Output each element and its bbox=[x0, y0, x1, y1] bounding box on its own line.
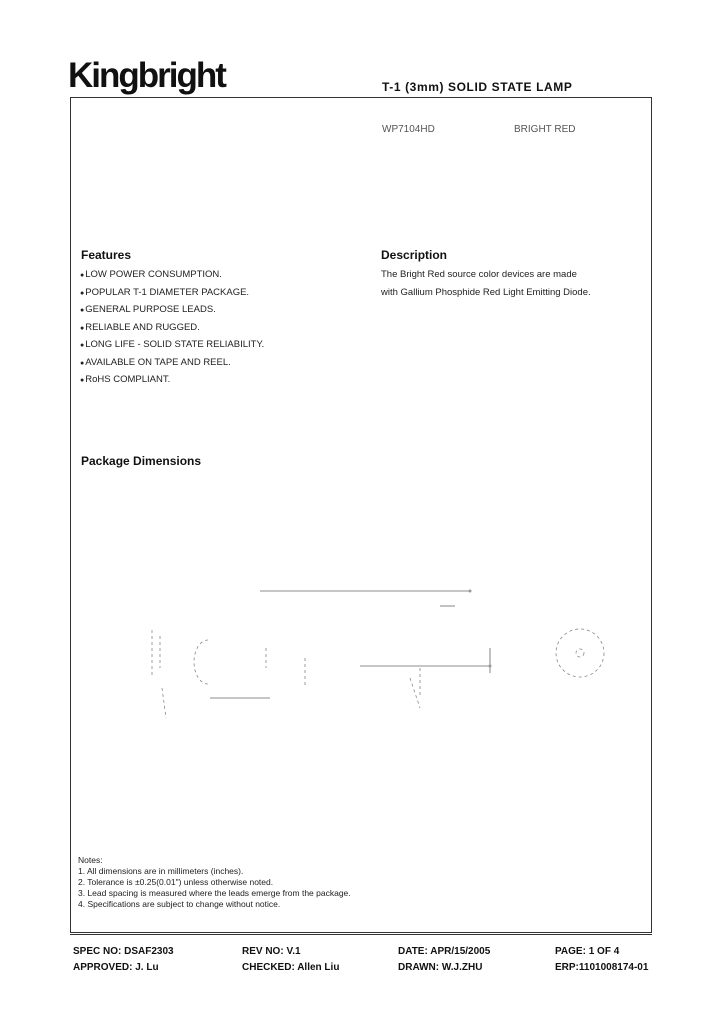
package-dimension-drawing bbox=[140, 568, 620, 738]
bullet-icon: ● bbox=[80, 307, 85, 314]
notes-block bbox=[78, 855, 351, 910]
approved-by: APPROVED: J. Lu bbox=[73, 962, 159, 973]
notes-title: Notes: bbox=[78, 855, 103, 865]
features-list bbox=[80, 266, 264, 389]
description-line: The Bright Red source color devices are made bbox=[381, 269, 577, 280]
erp-number: ERP:1101008174-01 bbox=[555, 962, 649, 973]
note-item: 2. Tolerance is ±0.25(0.01") unless otherwise noted. bbox=[78, 877, 274, 887]
feature-item: ●AVAILABLE ON TAPE AND REEL. bbox=[80, 356, 231, 368]
note-item: 4. Specifications are subject to change without notice. bbox=[78, 899, 281, 909]
feature-item: ●GENERAL PURPOSE LEADS. bbox=[80, 304, 216, 315]
feature-item: ●RoHS COMPLIANT. bbox=[80, 374, 171, 385]
drawn-by: DRAWN: W.J.ZHU bbox=[398, 962, 483, 973]
bullet-icon: ● bbox=[80, 342, 85, 349]
bullet-icon: ● bbox=[80, 324, 85, 332]
date: DATE: APR/15/2005 bbox=[398, 946, 491, 957]
bullet-icon: ● bbox=[80, 289, 85, 297]
bullet-icon: ● bbox=[80, 359, 85, 367]
feature-item: ●POPULAR T-1 DIAMETER PACKAGE. bbox=[80, 286, 250, 298]
feature-item: ●LONG LIFE - SOLID STATE RELIABILITY. bbox=[80, 339, 265, 350]
description-body bbox=[381, 266, 591, 301]
feature-item: ●RELIABLE AND RUGGED. bbox=[80, 321, 200, 333]
document-title: T-1 (3mm) SOLID STATE LAMP bbox=[382, 80, 573, 94]
note-item: 3. Lead spacing is measured where the leads emerge from the package. bbox=[78, 888, 351, 898]
spec-no: SPEC NO: DSAF2303 bbox=[73, 946, 174, 957]
company-logo: Kingbright bbox=[68, 56, 225, 95]
footer-divider bbox=[70, 934, 652, 935]
rev-no: REV NO: V.1 bbox=[242, 946, 301, 957]
description-line: with Gallium Phosphide Red Light Emitting Diode. bbox=[381, 286, 591, 298]
description-heading: Description bbox=[381, 248, 448, 262]
part-number: WP7104HD bbox=[382, 124, 435, 135]
part-color: BRIGHT RED bbox=[514, 124, 576, 135]
features-heading: Features bbox=[81, 248, 132, 262]
page-number: PAGE: 1 OF 4 bbox=[555, 946, 620, 957]
page-frame bbox=[70, 97, 652, 933]
bullet-icon: ● bbox=[80, 272, 85, 279]
package-dimensions-heading: Package Dimensions bbox=[81, 454, 202, 468]
note-item: 1. All dimensions are in millimeters (inches). bbox=[78, 866, 244, 876]
bullet-icon: ● bbox=[80, 377, 85, 384]
feature-item: ●LOW POWER CONSUMPTION. bbox=[80, 269, 222, 280]
checked-by: CHECKED: Allen Liu bbox=[242, 962, 340, 973]
